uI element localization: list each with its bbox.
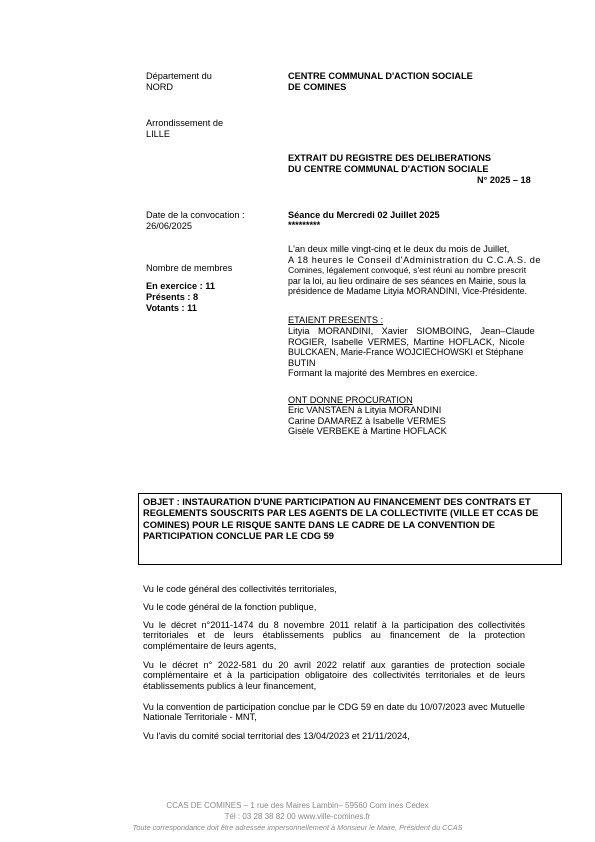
preamble-line: A 18 heures le Conseil d'Administration du C.C.A.S. de — [288, 254, 542, 265]
arrondissement-label: Arrondissement de — [146, 118, 224, 128]
preamble-line: présidence de Madame Lityia MORANDINI, Vice-Présidente. — [288, 286, 528, 297]
presents-majorite: Formant la majorité des Membres en exercice. — [288, 368, 478, 379]
footer-note: Toute correspondance doit être adressée impersonnellement à Monsieur le Maire, Président du CCAS — [132, 823, 463, 832]
objet-box — [138, 493, 562, 565]
presents-list — [288, 326, 562, 379]
membres-title: Nombre de membres — [146, 263, 233, 273]
departement-value: NORD — [146, 82, 174, 92]
membres-presents: Présents : 8 — [146, 292, 199, 302]
departement-label: Département du — [146, 71, 212, 81]
visa-item: Vu la convention de participation conclue par le CDG 59 en date du 10/07/2023 avec Mutuelle Nationale Territoriale - MNT, — [143, 702, 525, 723]
objet-text: OBJET : INSTAURATION D'UNE PARTICIPATION AU FINANCEMENT DES CONTRATS ET REGLEMENTS SOUSCRITS PAR LES AGENTS DE LA COLLECTIVITE (VILLE ET CCAS DE COMINES) POUR LE RISQUE SANTE DANS LE CADRE DE LA CONVENTION DE PARTICIPATION CONCLUE PAR LE CDG 59 — [143, 497, 539, 542]
arrondissement-value: LILLE — [146, 129, 171, 139]
convocation-date: 26/06/2025 — [146, 221, 192, 231]
procuration-line: Carine DAMAREZ à Isabelle VERMES — [288, 415, 446, 426]
presents-line: BULCKAEN, Marie-France WOJCIECHOWSKI et Stéphane — [288, 347, 524, 358]
organisation-name-line2: DE COMINES — [288, 82, 347, 92]
membres-votants: Votants : 11 — [146, 303, 197, 313]
deliberation-number: N° 2025 – 18 — [477, 175, 531, 185]
visa-item: Vu le décret n° 2022-581 du 20 avril 2022 relatif aux garanties de protection sociale complémentaire et à la participation obligatoire des collectivités territoriales et de leurs établissements publics à leur financement, — [143, 660, 525, 691]
procuration-title: ONT DONNE PROCURATION — [288, 395, 413, 405]
presents-line: Lityia MORANDINI, Xavier SIOMBOING, Jean–Claude — [288, 326, 535, 336]
convocation-label: Date de la convocation : — [146, 210, 245, 220]
preamble-line: Comines, légalement convoqué, s'est réuni au nombre prescrit — [288, 265, 527, 276]
presents-line: ROGIER, Isabelle VERMES, Martine HOFLACK, Nicole — [288, 336, 525, 347]
preamble-line: L'an deux mille vingt-cinq et le deux du mois de Juillet, — [288, 244, 510, 254]
extrait-title-line2: DU CENTRE COMMUNAL D'ACTION SOCIALE — [288, 164, 489, 174]
extrait-title-line1: EXTRAIT DU REGISTRE DES DELIBERATIONS — [288, 153, 491, 163]
footer-address: CCAS DE COMINES – 1 rue des Maires Lambin– 59560 Com ines Cedex — [166, 801, 429, 810]
preamble-line: par la loi, au lieu ordinaire de ses séances en Mairie, sous la — [288, 275, 526, 286]
organisation-name-line1: CENTRE COMMUNAL D'ACTION SOCIALE — [288, 71, 473, 81]
visa-item: Vu le code général de la fonction publique, — [143, 602, 317, 612]
membres-exercice: En exercice : 11 — [146, 281, 215, 291]
procuration-line: Eric VANSTAEN à Lityia MORANDINI — [288, 405, 442, 415]
footer-contact: Tél : 03 28 38 82 00 www.ville-comines.fr — [224, 812, 371, 821]
visa-item: Vu le code général des collectivités territoriales, — [143, 584, 337, 594]
procuration-list — [288, 405, 562, 437]
seance-separator: ********* — [288, 220, 321, 230]
preamble-paragraph — [288, 244, 562, 297]
presents-title: ETAIENT PRESENTS : — [288, 315, 384, 325]
presents-line: BUTIN — [288, 357, 316, 368]
procuration-line: Gisèle VERBEKE à Martine HOFLACK — [288, 426, 447, 437]
seance-title: Séance du Mercredi 02 Juillet 2025 — [288, 210, 440, 220]
visa-item: Vu l'avis du comité social territorial des 13/04/2023 et 21/11/2024, — [143, 731, 410, 741]
visa-item: Vu le décret n°2011-1474 du 8 novembre 2011 relatif à la participation des collectivités territoriales et de leurs établissements publics au financement de la protection complémentaire de leurs agents, — [143, 620, 525, 651]
